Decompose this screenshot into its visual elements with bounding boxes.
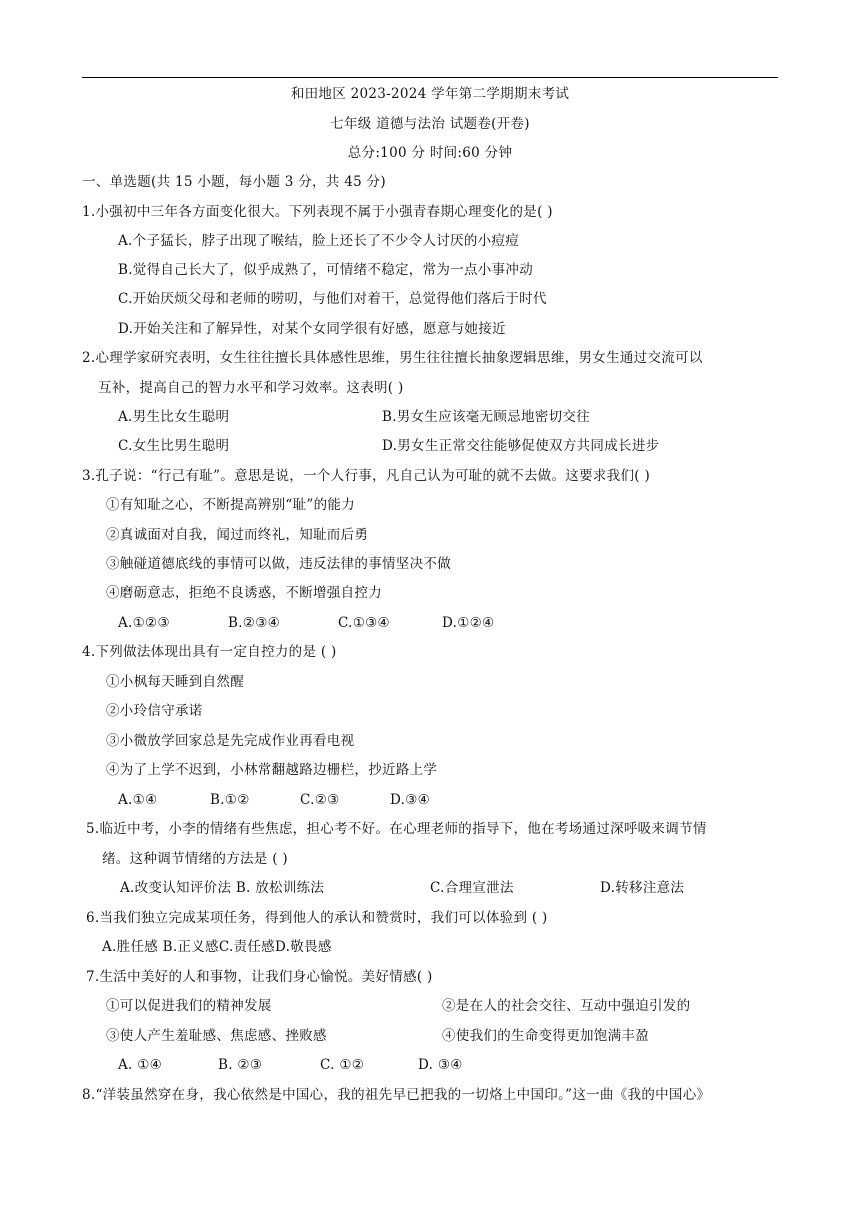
question-3-item-1: ①有知耻之心，不断提高辨别“耻”的能力 [106,497,356,513]
question-3-option-d: D.①②④ [442,615,495,631]
exam-title: 和田地区 2023-2024 学年第二学期期末考试 [290,86,570,102]
question-7-item-4: ④使我们的生命变得更加饱满丰盈 [442,1028,649,1044]
question-5-stem-line2: 绪。这种调节情绪的方法是 ( ) [102,851,288,867]
exam-subtitle: 七年级 道德与法治 试题卷(开卷) [330,116,530,132]
question-7-stem: 7.生活中美好的人和事物，让我们身心愉悦。美好情感( ) [86,969,433,985]
question-4-option-a: A.①④ [118,792,158,808]
question-7-item-3: ③使人产生羞耻感、焦虑感、挫败感 [106,1028,327,1044]
question-4-item-3: ③小微放学回家总是先完成作业再看电视 [106,733,355,749]
question-4-item-4: ④为了上学不迟到，小林常翻越路边栅栏，抄近路上学 [106,762,438,778]
question-7-option-a: A. ①④ [118,1057,163,1073]
section-heading: 一、单选题(共 15 小题，每小题 3 分，共 45 分) [82,174,386,190]
question-5-option-a-b: A.改变认知评价法 B. 放松训练法 [120,880,325,896]
question-2-stem-line1: 2.心理学家研究表明，女生往往擅长具体感性思维，男生往往擅长抽象逻辑思维，男女生通过交流可以 [82,350,703,366]
question-7-option-d: D. ③④ [418,1057,463,1073]
question-7-option-c: C. ①② [320,1057,365,1073]
question-2-option-b: B.男女生应该毫无顾忌地密切交往 [382,409,591,425]
question-1-option-c: C.开始厌烦父母和老师的唠叨，与他们对着干，总觉得他们落后于时代 [118,291,547,307]
question-3-option-a: A.①②③ [118,615,170,631]
question-3-item-3: ③触碰道德底线的事情可以做，违反法律的事情坚决不做 [106,556,451,572]
question-6-options: A.胜任感 B.正义感C.责任感D.敬畏感 [102,939,332,955]
question-1-option-a: A.个子猛长，脖子出现了喉结，脸上还长了不少令人讨厌的小痘痘 [118,233,520,249]
question-2-option-c: C.女生比男生聪明 [118,438,230,454]
question-2-stem-line2: 互补，提高自己的智力水平和学习效率。这表明( ) [98,380,404,396]
question-3-option-c: C.①③④ [338,615,390,631]
question-4-item-1: ①小枫每天睡到自然醒 [106,674,244,690]
question-6-stem: 6.当我们独立完成某项任务，得到他人的承认和赞赏时，我们可以体验到 ( ) [86,910,548,926]
question-5-option-c: C.合理宣泄法 [430,880,514,896]
header-rule [82,77,778,78]
question-1-option-b: B.觉得自己长大了，似乎成熟了，可情绪不稳定，常为一点小事冲动 [118,262,534,278]
question-4-stem: 4.下列做法体现出具有一定自控力的是 ( ) [82,644,337,660]
question-4-option-d: D.③④ [390,792,431,808]
question-3-item-2: ②真诚面对自我，闻过而终礼，知耻而后勇 [106,527,369,543]
question-8-stem: 8.“洋装虽然穿在身，我心依然是中国心，我的祖先早已把我的一切烙上中国印。”这一曲《我的中国心》 [82,1087,711,1103]
question-2-option-a: A.男生比女生聪明 [118,409,230,425]
question-5-stem-line1: 5.临近中考，小李的情绪有些焦虑，担心考不好。在心理老师的指导下，他在考场通过深呼吸来调节情 [86,821,707,837]
question-3-stem: 3.孔子说：“行己有耻”。意思是说，一个人行事，凡自己认为可耻的就不去做。这要求我们( ) [82,468,651,484]
question-1-stem: 1.小强初中三年各方面变化很大。下列表现不属于小强青春期心理变化的是( ) [82,204,553,220]
question-1-option-d: D.开始关注和了解异性，对某个女同学很有好感，愿意与她接近 [118,321,506,337]
question-3-option-b: B.②③④ [228,615,281,631]
question-7-item-2: ②是在人的社会交往、互动中强迫引发的 [442,998,691,1014]
question-4-option-c: C.②③ [300,792,340,808]
question-7-option-b: B. ②③ [218,1057,263,1073]
question-5-option-d: D.转移注意法 [600,880,685,896]
question-4-option-b: B.①② [210,792,250,808]
question-2-option-d: D.男女生正常交往能够促使双方共同成长进步 [382,438,660,454]
question-4-item-2: ②小玲信守承诺 [106,703,203,719]
exam-meta: 总分:100 分 时间:60 分钟 [347,145,513,161]
question-7-item-1: ①可以促进我们的精神发展 [106,998,272,1014]
question-3-item-4: ④磨砺意志，拒绝不良诱惑，不断增强自控力 [106,585,382,601]
